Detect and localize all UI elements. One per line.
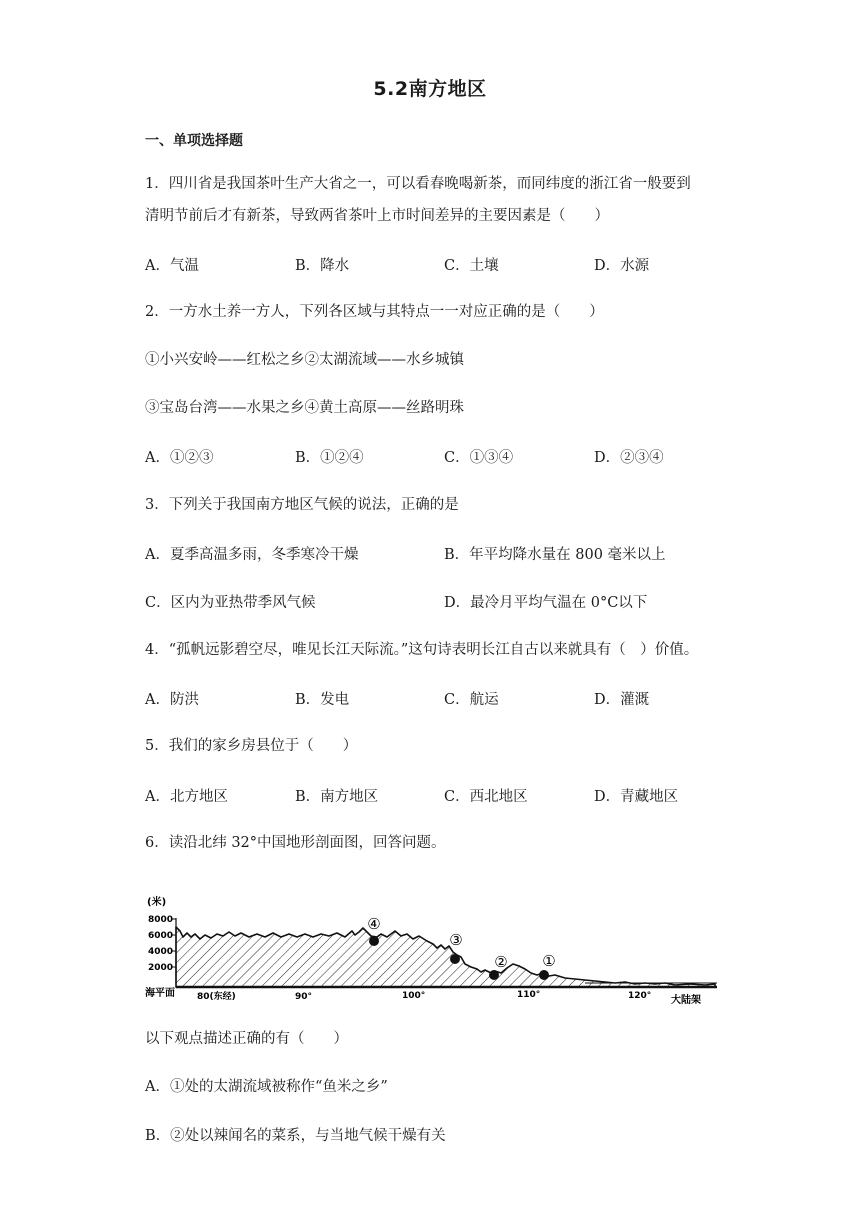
question-2-line-1: 2．一方水土养一方人，下列各区域与其特点一一对应正确的是（ ）	[145, 304, 604, 320]
question-2-option-d[interactable]: D．②③④	[594, 450, 664, 466]
point-1-label: ①	[542, 952, 556, 970]
question-1-option-c[interactable]: C．土壤	[444, 258, 499, 274]
y-tick-label-8000: 8000	[148, 915, 174, 925]
question-3-option-c[interactable]: C．区内为亚热带季风气候	[145, 595, 316, 611]
question-3-options-row-2	[145, 591, 765, 611]
x-tick-label-120: 120°	[628, 991, 652, 1001]
x-tick-label-90: 90°	[295, 992, 313, 1002]
question-1-option-d[interactable]: D．水源	[594, 258, 650, 274]
y-tick-label-4000: 4000	[148, 947, 174, 957]
question-2-line-2: ①小兴安岭——红松之乡②太湖流域——水乡城镇	[145, 352, 464, 368]
question-3-options-row-1	[145, 543, 765, 563]
question-5-option-a[interactable]: A．北方地区	[145, 789, 228, 805]
question-2-option-a[interactable]: A．①②③	[145, 450, 214, 466]
question-6-option-a[interactable]: A．①处的太湖流域被称作“鱼米之乡”	[145, 1079, 388, 1095]
question-3-option-b[interactable]: B．年平均降水量在 800 毫米以上	[444, 547, 666, 563]
point-2-label: ②	[494, 953, 508, 971]
question-4-options	[145, 688, 765, 708]
question-2-options	[145, 446, 765, 466]
question-4-line-1: 4．“孤帆远影碧空尽，唯见长江天际流。”这句诗表明长江自古以来就具有（ ）价值。	[145, 642, 699, 658]
y-unit-label: (米)	[147, 897, 167, 908]
question-1-options	[145, 254, 765, 274]
y-tick-label-2000: 2000	[148, 963, 174, 973]
terrain-profile	[176, 927, 715, 987]
question-5-option-d[interactable]: D．青藏地区	[594, 789, 679, 805]
x-tick-label-80: 80(东经)	[197, 992, 236, 1002]
question-2-line-3: ③宝岛台湾——水果之乡④黄土高原——丝路明珠	[145, 400, 464, 416]
x-tick-label-100: 100°	[402, 991, 426, 1001]
question-1-line-2: 清明节前后才有新茶，导致两省茶叶上市时间差异的主要因素是（ ）	[145, 208, 609, 224]
question-1-line-1: 1．四川省是我国茶叶生产大省之一，可以看春晚喝新茶，而同纬度的浙江省一般要到	[145, 176, 691, 192]
point-4-dot	[369, 936, 379, 946]
question-5-options	[145, 785, 765, 805]
question-1-option-b[interactable]: B．降水	[295, 258, 350, 274]
y-tick-label-6000: 6000	[148, 931, 174, 941]
page-title: 5.2南方地区	[373, 78, 487, 100]
question-4-option-c[interactable]: C．航运	[444, 692, 499, 708]
question-3-line-1: 3．下列关于我国南方地区气候的说法，正确的是	[145, 497, 459, 513]
question-3-option-d[interactable]: D．最冷月平均气温在 0°C以下	[444, 595, 648, 611]
question-2-option-b[interactable]: B．①②④	[295, 450, 364, 466]
question-2-option-c[interactable]: C．①③④	[444, 450, 514, 466]
question-4-option-a[interactable]: A．防洪	[145, 692, 199, 708]
point-3-dot	[450, 954, 460, 964]
sea-level-label: 海平面	[145, 988, 175, 999]
question-5-line-1: 5．我们的家乡房县位于（ ）	[145, 738, 358, 754]
question-6-line-1: 6．读沿北纬 32°中国地形剖面图，回答问题。	[145, 835, 446, 851]
question-4-option-b[interactable]: B．发电	[295, 692, 350, 708]
question-5-option-b[interactable]: B．南方地区	[295, 789, 379, 805]
question-1-option-a[interactable]: A．气温	[145, 258, 199, 274]
point-4-label: ④	[367, 915, 381, 933]
point-3-label: ③	[449, 931, 463, 949]
section-heading: 一、单项选择题	[145, 133, 243, 149]
question-5-option-c[interactable]: C．西北地区	[444, 789, 528, 805]
terrain-profile-figure	[145, 885, 720, 1010]
question-6-line-2: 以下观点描述正确的有（ ）	[145, 1031, 348, 1047]
question-4-option-d[interactable]: D．灌溉	[594, 692, 650, 708]
question-3-option-a[interactable]: A．夏季高温多雨，冬季寒冷干燥	[145, 547, 359, 563]
x-tick-label-110: 110°	[517, 990, 541, 1000]
point-1-dot	[539, 970, 549, 980]
question-6-option-b[interactable]: B．②处以辣闻名的菜系，与当地气候干燥有关	[145, 1128, 446, 1144]
continental-shelf-label: 大陆架	[671, 995, 701, 1006]
point-2-dot	[489, 970, 499, 980]
